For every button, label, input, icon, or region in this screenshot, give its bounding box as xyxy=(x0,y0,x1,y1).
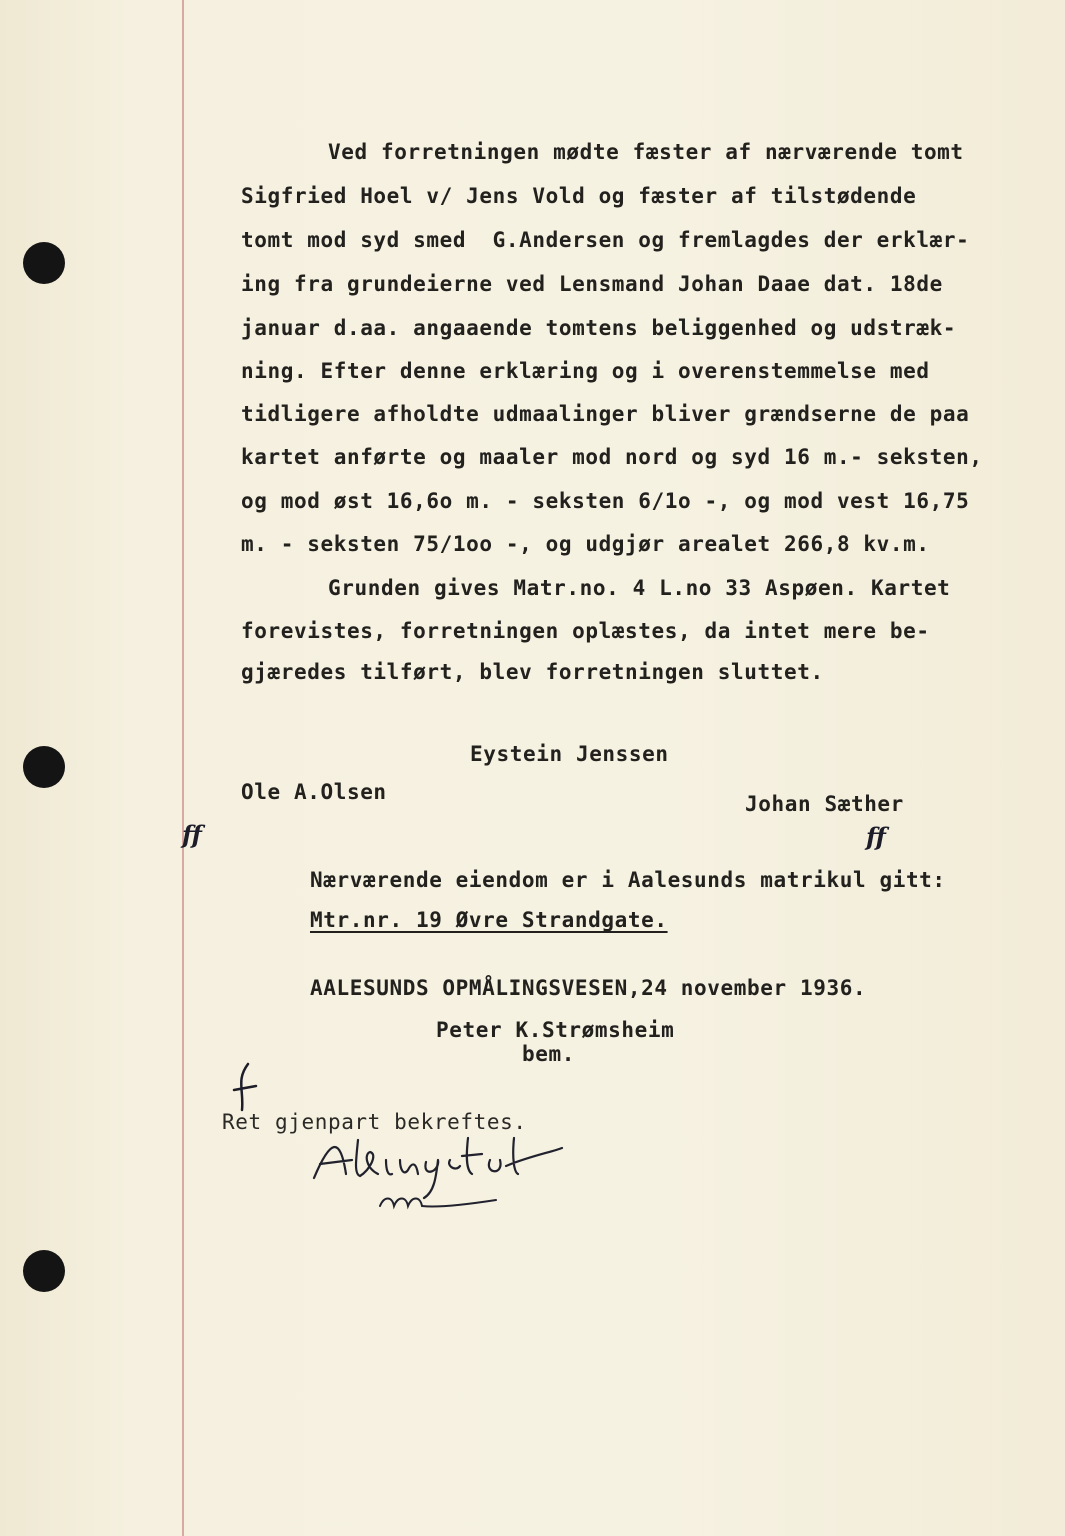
punch-hole-3 xyxy=(23,1250,65,1292)
body-line-11: Grunden gives Matr.no. 4 L.no 33 Aspøen. Kartet xyxy=(328,576,951,600)
signature-johan-saether: Johan Sæther xyxy=(745,792,904,816)
body-line-1: Ved forretningen mødte fæster af nærværende tomt xyxy=(328,140,964,164)
office-signer: Peter K.Strømsheim xyxy=(436,1018,675,1042)
body-line-13: gjæredes tilført, blev forretningen sluttet. xyxy=(241,660,824,684)
certification-text: Ret gjenpart bekreftes. xyxy=(222,1110,527,1134)
body-line-2: Sigfried Hoel v/ Jens Vold og fæster af tilstødende xyxy=(241,184,917,208)
body-line-8: kartet anførte og maaler mod nord og syd 16 m.- seksten, xyxy=(241,445,983,469)
body-line-5: januar d.aa. angaaende tomtens beliggenhed og udstræk- xyxy=(241,316,957,340)
body-line-3: tomt mod syd smed G.Andersen og fremlagdes der erklær- xyxy=(241,228,970,252)
punch-hole-1 xyxy=(23,242,65,284)
body-line-9: og mod øst 16,6o m. - seksten 6/1o -, og mod vest 16,75 xyxy=(241,489,970,513)
handwritten-initial-mark xyxy=(226,1060,266,1120)
office-signer-title: bem. xyxy=(522,1042,575,1066)
office-date-line: AALESUNDS OPMÅLINGSVESEN,24 november 1936. xyxy=(310,976,867,1000)
handwritten-signature xyxy=(300,1130,580,1220)
body-line-12: forevistes, forretningen oplæstes, da intet mere be- xyxy=(241,619,930,643)
marker-right: ff xyxy=(866,822,886,851)
body-line-4: ing fra grundeierne ved Lensmand Johan Daae dat. 18de xyxy=(241,272,943,296)
punch-hole-2 xyxy=(23,746,65,788)
margin-line xyxy=(182,0,184,1536)
matrikkel-line-2: Mtr.nr. 19 Øvre Strandgate. xyxy=(310,908,668,932)
signature-ole-olsen: Ole A.Olsen xyxy=(241,780,387,804)
body-line-6: ning. Efter denne erklæring og i overenstemmelse med xyxy=(241,359,930,383)
matrikkel-line-1: Nærværende eiendom er i Aalesunds matrikul gitt: xyxy=(310,868,946,892)
signature-eystein-jenssen: Eystein Jenssen xyxy=(470,742,669,766)
marker-left: ff xyxy=(182,820,202,849)
body-line-10: m. - seksten 75/1oo -, og udgjør arealet 266,8 kv.m. xyxy=(241,532,930,556)
body-line-7: tidligere afholdte udmaalinger bliver grændserne de paa xyxy=(241,402,970,426)
